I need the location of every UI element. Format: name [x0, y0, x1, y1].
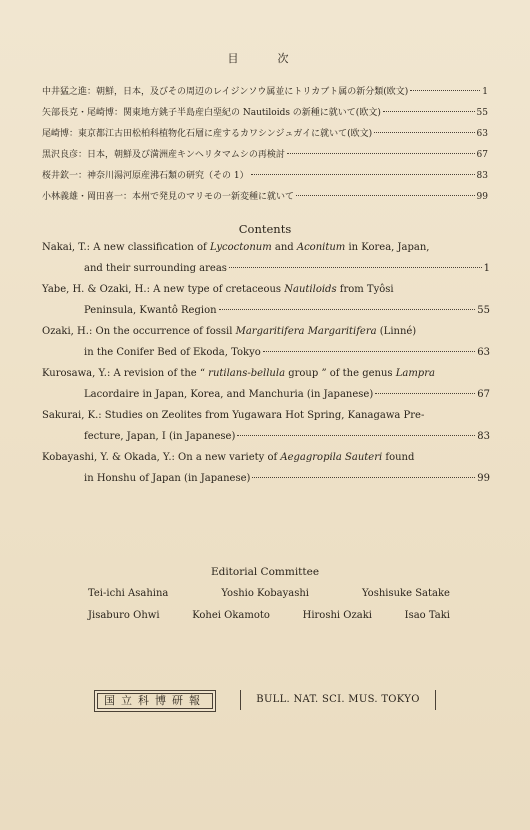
toc-entry-text: [42, 242, 430, 253]
toc-entry-line: [42, 452, 490, 473]
page-number: 63: [476, 129, 488, 139]
committee-member: Yoshio Kobayashi: [221, 588, 310, 599]
committee-row: [88, 588, 450, 610]
page-number: 83: [476, 171, 488, 181]
toc-entry-line: [42, 326, 490, 347]
title-text: in Korea, Japan,: [345, 242, 430, 253]
toc-entry-text: [42, 368, 435, 379]
leader-dots: [263, 351, 476, 352]
title-text: (Linné): [376, 326, 417, 337]
toc-entry-line: [42, 410, 490, 431]
japanese-toc-entry-text: 小林義雄・岡田喜一：本州で発見のマリモの一新変種に就いて: [42, 192, 295, 202]
japanese-toc-entry-text: 黒沢良彦：日本，朝鮮及び満洲産キンヘリタマムシの再検討: [42, 150, 285, 160]
english-journal-abbrev: BULL. NAT. SCI. MUS. TOKYO: [240, 690, 436, 710]
committee-row: [88, 610, 450, 632]
toc-entry-line: [42, 305, 490, 326]
title-text: found: [382, 452, 415, 463]
editorial-committee-title: Editorial Committee: [210, 566, 320, 578]
japanese-toc-entry: [42, 168, 488, 189]
toc-entry-continuation: in the Conifer Bed of Ekoda, Tokyo: [84, 347, 261, 358]
committee-member: Jisaburo Ohwi: [88, 610, 160, 621]
page-number: 1: [482, 87, 488, 97]
toc-entry-line: [42, 347, 490, 368]
title-text: from Tyôsi: [336, 284, 394, 295]
author-text: Kurosawa, Y.: A revision of the “: [42, 368, 209, 379]
title-text: and: [271, 242, 297, 253]
toc-entry-text: Sakurai, K.: Studies on Zeolites from Yugawara Hot Spring, Kanagawa Pre-: [42, 410, 425, 421]
japanese-toc-entry: [42, 189, 488, 210]
toc-entry-continuation: Lacordaire in Japan, Korea, and Manchuria (in Japanese): [84, 389, 374, 400]
toc-entry-line: [42, 368, 490, 389]
toc-entry-text: [42, 284, 394, 295]
japanese-toc: [42, 84, 488, 210]
taxon-italic: Aegagropila Sauteri: [280, 452, 383, 463]
japanese-toc-entry-text: 矢部長克・尾崎博：関東地方銚子半島産白堊紀の Nautiloids の新種に就いて(欧文): [42, 108, 381, 118]
japanese-toc-entry: [42, 105, 488, 126]
taxon-italic: Lampra: [395, 368, 435, 379]
leader-dots: [252, 477, 475, 478]
title-text: group ” of the genus: [285, 368, 396, 379]
taxon-italic: Margaritifera Margaritifera: [235, 326, 377, 337]
english-toc: [42, 242, 490, 494]
english-toc-title: Contents: [238, 222, 292, 236]
bulletin-footer: [0, 690, 530, 712]
leader-dots: [410, 90, 480, 91]
japanese-toc-entry: [42, 126, 488, 147]
leader-dots: [374, 132, 474, 133]
toc-entry-continuation: in Honshu of Japan (in Japanese): [84, 473, 251, 484]
author-text: Nakai, T.: A new classification of: [42, 242, 210, 253]
toc-entry-line: [42, 242, 490, 263]
leader-dots: [296, 195, 475, 196]
page-number: 99: [476, 192, 488, 202]
taxon-italic: Nautiloids: [284, 284, 337, 295]
taxon-italic: rutilans-bellula: [208, 368, 286, 379]
taxon-italic: Aconitum: [296, 242, 346, 253]
page-number: 55: [476, 108, 488, 118]
toc-entry-line: [42, 473, 490, 494]
leader-dots: [237, 435, 475, 436]
page-number: 1: [483, 263, 490, 274]
japanese-toc-entry-text: 尾崎博：東京都江古田松柏科植物化石層に産するカワシンジュガイに就いて(欧文): [42, 129, 373, 139]
committee-member: Yoshisuke Satake: [361, 588, 450, 599]
toc-entry-line: [42, 263, 490, 284]
page-number: 67: [476, 150, 488, 160]
leader-dots: [383, 111, 475, 112]
toc-entry-continuation: Peninsula, Kwantô Region: [84, 305, 217, 316]
page-number: 83: [477, 431, 490, 442]
toc-entry-line: [42, 431, 490, 452]
taxon-italic: Lycoctonum: [209, 242, 272, 253]
japanese-toc-entry: [42, 147, 488, 168]
page-number: 55: [477, 305, 490, 316]
toc-entry-continuation: fecture, Japan, I (in Japanese): [84, 431, 236, 442]
committee-member: Kohei Okamoto: [192, 610, 270, 621]
committee-member: Hiroshi Ozaki: [302, 610, 372, 621]
committee-members: [88, 588, 450, 632]
toc-entry-text: [42, 452, 414, 463]
leader-dots: [287, 153, 475, 154]
toc-entry-text: [42, 326, 416, 337]
committee-member: Isao Taki: [404, 610, 450, 621]
page-number: 67: [477, 389, 490, 400]
toc-entry-line: [42, 284, 490, 305]
leader-dots: [251, 174, 475, 175]
japanese-journal-abbrev: 国立科博研報: [94, 690, 216, 712]
japanese-toc-entry: [42, 84, 488, 105]
toc-entry-line: [42, 389, 490, 410]
page-number: 99: [477, 473, 490, 484]
leader-dots: [219, 309, 476, 310]
leader-dots: [375, 393, 475, 394]
page-number: 63: [477, 347, 490, 358]
japanese-toc-title: 目 次: [227, 52, 303, 65]
leader-dots: [229, 267, 482, 268]
author-text: Yabe, H. & Ozaki, H.: A new type of cretaceous: [42, 284, 285, 295]
japanese-toc-entry-text: 桜井欽一：神奈川湯河原産沸石類の研究（その 1）: [42, 171, 249, 181]
author-text: Kobayashi, Y. & Okada, Y.: On a new variety of: [42, 452, 281, 463]
toc-entry-continuation: and their surrounding areas: [84, 263, 227, 274]
committee-member: Tei-ichi Asahina: [88, 588, 169, 599]
japanese-toc-entry-text: 中井猛之進：朝鮮，日本，及びその周辺のレイジンソウ属並にトリカブト属の新分類(欧文): [42, 87, 409, 97]
author-text: Ozaki, H.: On the occurrence of fossil: [42, 326, 236, 337]
